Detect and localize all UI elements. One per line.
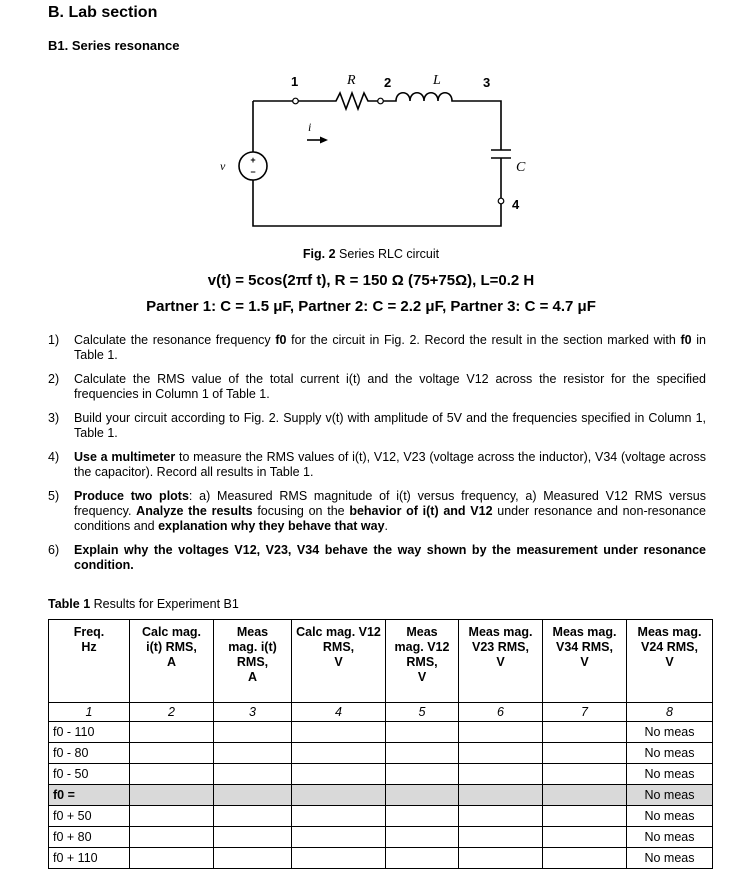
resistor-icon: [298, 93, 378, 109]
inductor-icon: [383, 93, 485, 101]
no-meas-cell: No meas: [627, 764, 713, 785]
step-1: 1) Calculate the resonance frequency f0 for the circuit in Fig. 2. Record the result in the section marked with f0 in Table 1.: [48, 333, 706, 362]
no-meas-cell: No meas: [627, 848, 713, 869]
freq-cell: f0 + 50: [49, 806, 130, 827]
header-calc-v12: Calc mag. V12 RMS, V: [292, 620, 386, 703]
instruction-list: [48, 333, 706, 582]
table-row: [49, 722, 713, 743]
empty-result-cell[interactable]: [292, 848, 386, 869]
col-number: 2: [130, 703, 214, 722]
table-row: [49, 827, 713, 848]
step-2: 2) Calculate the RMS value of the total current i(t) and the voltage V12 across the resistor for the specified frequencies in Column 1 of Table 1.: [48, 372, 706, 401]
figure-caption: Fig. 2 Series RLC circuit: [302, 247, 440, 261]
capacitor-label: C: [516, 160, 526, 175]
empty-result-cell[interactable]: [386, 806, 459, 827]
empty-result-cell[interactable]: [130, 722, 214, 743]
resistor-label: R: [347, 73, 356, 88]
header-meas-v12: Meas mag. V12 RMS, V: [386, 620, 459, 703]
step-3: 3) Build your circuit according to Fig. 2. Supply v(t) with amplitude of 5V and the frequencies specified in Column 1, Table 1.: [48, 411, 706, 440]
empty-result-cell[interactable]: [214, 806, 292, 827]
header-meas-v34: Meas mag. V34 RMS, V: [543, 620, 627, 703]
table-caption: Table 1 Results for Experiment B1: [48, 597, 239, 611]
empty-result-cell[interactable]: [459, 827, 543, 848]
empty-result-cell[interactable]: [214, 785, 292, 806]
wire-right: [485, 101, 501, 150]
node-4-label: 4: [512, 197, 520, 212]
empty-result-cell[interactable]: [459, 722, 543, 743]
empty-result-cell[interactable]: [214, 743, 292, 764]
wire-bottom: [253, 180, 501, 226]
empty-result-cell[interactable]: [214, 764, 292, 785]
source-minus: −: [250, 167, 256, 177]
capacitor-icon: [491, 150, 511, 158]
subsection-title: B1. Series resonance: [48, 38, 180, 53]
header-meas-v24: Meas mag. V24 RMS, V: [627, 620, 713, 703]
empty-result-cell[interactable]: [459, 785, 543, 806]
freq-cell: f0 - 50: [49, 764, 130, 785]
freq-cell: f0 =: [49, 785, 130, 806]
empty-result-cell[interactable]: [459, 764, 543, 785]
node-2-label: 2: [384, 75, 392, 90]
empty-result-cell[interactable]: [292, 806, 386, 827]
empty-result-cell[interactable]: [459, 848, 543, 869]
no-meas-cell: No meas: [627, 722, 713, 743]
empty-result-cell[interactable]: [543, 743, 627, 764]
node-2-dot: [378, 98, 384, 104]
source-label: v: [220, 159, 226, 173]
empty-result-cell[interactable]: [386, 743, 459, 764]
node-1-label: 1: [291, 74, 299, 89]
empty-result-cell[interactable]: [386, 848, 459, 869]
empty-result-cell[interactable]: [292, 743, 386, 764]
header-meas-v23: Meas mag. V23 RMS, V: [459, 620, 543, 703]
empty-result-cell[interactable]: [214, 848, 292, 869]
table-header-row: [49, 620, 713, 703]
empty-result-cell[interactable]: [130, 806, 214, 827]
table-row: [49, 806, 713, 827]
empty-result-cell[interactable]: [459, 806, 543, 827]
no-meas-cell: No meas: [627, 827, 713, 848]
node-1-dot: [293, 98, 299, 104]
empty-result-cell[interactable]: [130, 827, 214, 848]
empty-result-cell[interactable]: [130, 764, 214, 785]
col-number: 8: [627, 703, 713, 722]
table-row: [49, 848, 713, 869]
empty-result-cell[interactable]: [292, 764, 386, 785]
col-number: 6: [459, 703, 543, 722]
col-number: 1: [49, 703, 130, 722]
node-3-label: 3: [483, 75, 491, 90]
current-label: i: [308, 120, 312, 134]
circuit-parameters: v(t) = 5cos(2πf t), R = 150 Ω (75+75Ω), L=0.2 H: [207, 272, 535, 289]
table-row: [49, 743, 713, 764]
empty-result-cell[interactable]: [543, 806, 627, 827]
freq-cell: f0 - 110: [49, 722, 130, 743]
empty-result-cell[interactable]: [130, 785, 214, 806]
header-freq: Freq. Hz: [49, 620, 130, 703]
freq-cell: f0 - 80: [49, 743, 130, 764]
col-number: 4: [292, 703, 386, 722]
empty-result-cell[interactable]: [543, 722, 627, 743]
empty-result-cell[interactable]: [543, 764, 627, 785]
column-number-row: [49, 703, 713, 722]
empty-result-cell[interactable]: [292, 827, 386, 848]
empty-result-cell[interactable]: [543, 848, 627, 869]
results-table: [48, 619, 713, 869]
col-number: 3: [214, 703, 292, 722]
empty-result-cell[interactable]: [386, 785, 459, 806]
empty-result-cell[interactable]: [459, 743, 543, 764]
no-meas-cell: No meas: [627, 806, 713, 827]
empty-result-cell[interactable]: [386, 827, 459, 848]
inductor-label: L: [433, 73, 441, 88]
table-row: [49, 764, 713, 785]
step-5: 5) Produce two plots: a) Measured RMS magnitude of i(t) versus frequency, a) Measured V12 RMS versus frequency. Analyze the results focusing on the behavior of i(t) and V12 under resonance and non-resonance conditions and explanation why they behave that way.: [48, 489, 707, 533]
empty-result-cell[interactable]: [292, 785, 386, 806]
header-calc-i: Calc mag. i(t) RMS, A: [130, 620, 214, 703]
rlc-circuit-diagram: [210, 68, 540, 238]
col-number: 5: [386, 703, 459, 722]
source-plus: +: [250, 155, 256, 165]
table-row: [49, 785, 713, 806]
empty-result-cell[interactable]: [214, 722, 292, 743]
empty-result-cell[interactable]: [130, 848, 214, 869]
col-number: 7: [543, 703, 627, 722]
section-title: B. Lab section: [48, 4, 158, 21]
empty-result-cell[interactable]: [386, 722, 459, 743]
step-6: 6) Explain why the voltages V12, V23, V34 behave the way shown by the measurement under resonance condition.: [48, 543, 706, 572]
empty-result-cell[interactable]: [543, 785, 627, 806]
step-4: 4) Use a multimeter to measure the RMS values of i(t), V12, V23 (voltage across the inductor), V34 (voltage across the capacitor). Record all results in Table 1.: [48, 450, 706, 479]
header-meas-i: Meas mag. i(t) RMS, A: [214, 620, 292, 703]
no-meas-cell: No meas: [627, 785, 713, 806]
freq-cell: f0 + 110: [49, 848, 130, 869]
empty-result-cell[interactable]: [292, 722, 386, 743]
empty-result-cell[interactable]: [130, 743, 214, 764]
node-4-dot: [498, 198, 504, 204]
empty-result-cell[interactable]: [543, 827, 627, 848]
freq-cell: f0 + 80: [49, 827, 130, 848]
no-meas-cell: No meas: [627, 743, 713, 764]
empty-result-cell[interactable]: [214, 827, 292, 848]
partner-capacitances: Partner 1: C = 1.5 μF, Partner 2: C = 2.2 μF, Partner 3: C = 4.7 μF: [146, 298, 596, 315]
empty-result-cell[interactable]: [386, 764, 459, 785]
